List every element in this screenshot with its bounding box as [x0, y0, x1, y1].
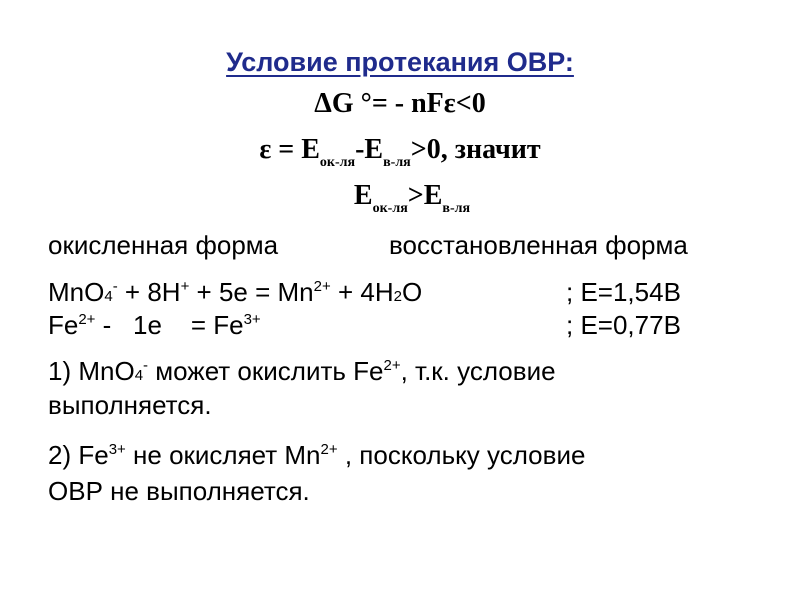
- conclusion-2-line-1: 2) $Fe^{3+}$ не окисляет $Mn^{2+}$ , поскольку условие: [48, 440, 586, 470]
- permanganate-equation: $MnO4^- + 8H^+ + 5e = Mn^{2+} + 4H2O$: [48, 277, 423, 307]
- iron-potential: ; E=0,77B: [566, 310, 681, 340]
- oxidized-form-label: окисленная форма: [48, 230, 279, 260]
- gibbs-condition: ΔG °= - nFε<0: [314, 88, 486, 119]
- emf-condition: $\varepsilon = E_{ок-ля}-E_{в-ля}>0$, значит: [259, 134, 541, 170]
- conclusion-1-line-2: выполняется.: [48, 390, 212, 420]
- potential-comparison: $E_{ок-ля}>E_{в-ля}$: [353, 180, 471, 216]
- conclusion-2-line-2: ОВР не выполняется.: [48, 476, 310, 506]
- reduced-form-label: восстановленная форма: [389, 230, 688, 260]
- permanganate-potential: ; E=1,54B: [566, 277, 681, 307]
- iron-equation: $Fe^{2+} - 1e$ = $Fe^{3+}$: [48, 310, 261, 340]
- slide-title: Условие протекания ОВР:: [226, 47, 574, 77]
- conclusion-1-line-1: 1) MnO4- может окислить $Fe^{2+}$, т.к. условие: [48, 356, 556, 386]
